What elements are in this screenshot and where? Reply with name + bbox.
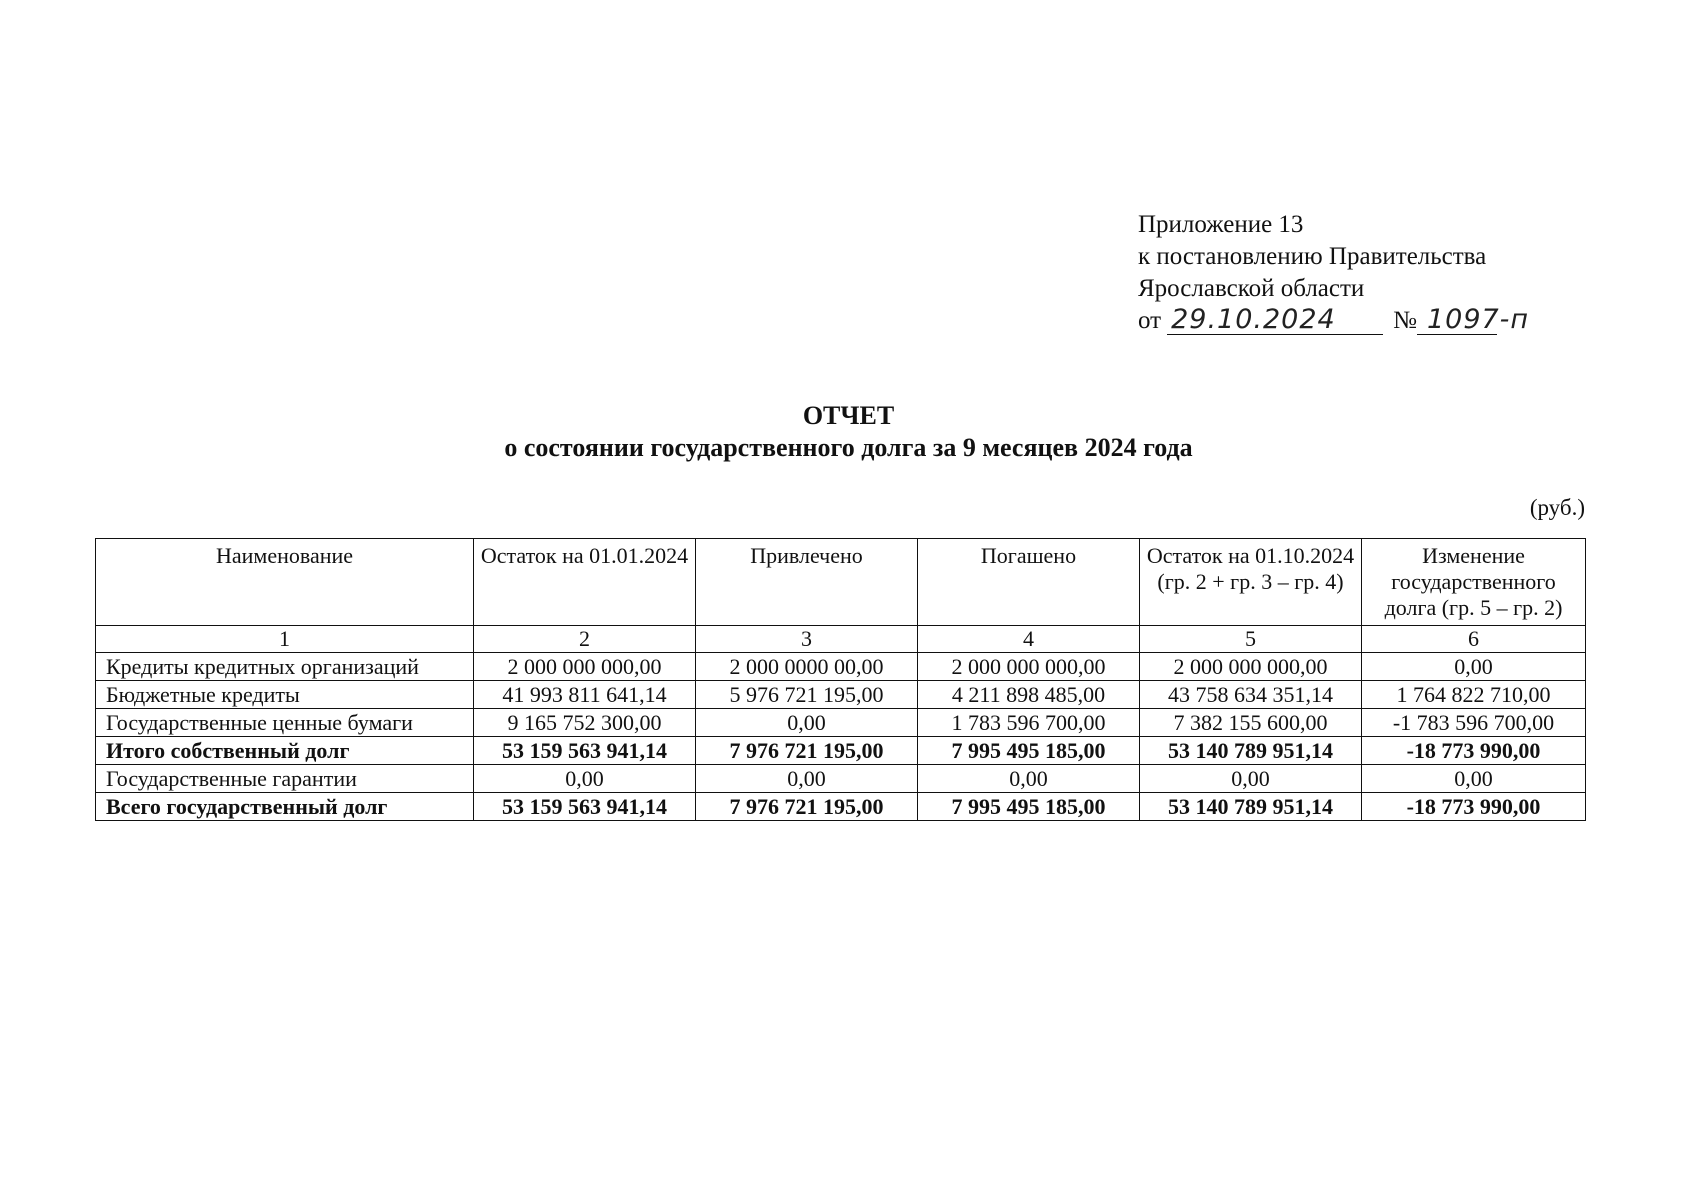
cell-value: 7 976 721 195,00 [696, 737, 918, 765]
cell-value: 0,00 [1362, 653, 1586, 681]
table-row [96, 709, 1586, 737]
cell-value: 53 159 563 941,14 [474, 737, 696, 765]
cell-value: 1 764 822 710,00 [1362, 681, 1586, 709]
column-number: 3 [696, 626, 918, 653]
cell-value: 2 000 000 000,00 [918, 653, 1140, 681]
column-number: 1 [96, 626, 474, 653]
header-repaid: Погашено [918, 539, 1140, 626]
header-balance-end: Остаток на 01.10.2024 (гр. 2 + гр. 3 – гр. 4) [1140, 539, 1362, 626]
cell-value: 4 211 898 485,00 [918, 681, 1140, 709]
appendix-line-2: к постановлению Правительства [1138, 243, 1487, 270]
cell-value: 0,00 [1140, 765, 1362, 793]
row-name: Итого собственный долг [96, 737, 474, 765]
header-name: Наименование [96, 539, 474, 626]
appendix-line-3: Ярославской области [1138, 275, 1365, 302]
table-row [96, 681, 1586, 709]
cell-value: -18 773 990,00 [1362, 737, 1586, 765]
column-number: 5 [1140, 626, 1362, 653]
cell-value: 7 995 495 185,00 [918, 793, 1140, 821]
cell-value: 0,00 [1362, 765, 1586, 793]
cell-value: -1 783 596 700,00 [1362, 709, 1586, 737]
table-row [96, 653, 1586, 681]
cell-value: 1 783 596 700,00 [918, 709, 1140, 737]
cell-value: 43 758 634 351,14 [1140, 681, 1362, 709]
column-number: 4 [918, 626, 1140, 653]
debt-table [95, 538, 1586, 821]
cell-value: 53 159 563 941,14 [474, 793, 696, 821]
cell-value: 7 976 721 195,00 [696, 793, 918, 821]
appendix-block [1138, 209, 1530, 337]
cell-value: 2 000 000 000,00 [474, 653, 696, 681]
header-change: Изменение государственного долга (гр. 5 – гр. 2) [1362, 539, 1586, 626]
row-name: Государственные ценные бумаги [96, 709, 474, 737]
cell-value: 53 140 789 951,14 [1140, 737, 1362, 765]
column-number: 2 [474, 626, 696, 653]
table-row [96, 765, 1586, 793]
row-name: Бюджетные кредиты [96, 681, 474, 709]
column-number: 6 [1362, 626, 1586, 653]
handwritten-date: 29.10.2024 [1167, 306, 1383, 335]
unit-label: (руб.) [1529, 495, 1585, 520]
table-header-row [96, 539, 1586, 626]
cell-value: 0,00 [918, 765, 1140, 793]
cell-value: 7 995 495 185,00 [918, 737, 1140, 765]
cell-value: 2 000 0000 00,00 [696, 653, 918, 681]
cell-value: 9 165 752 300,00 [474, 709, 696, 737]
cell-value: 41 993 811 641,14 [474, 681, 696, 709]
row-name: Кредиты кредитных организаций [96, 653, 474, 681]
cell-value: 0,00 [696, 709, 918, 737]
cell-value: 5 976 721 195,00 [696, 681, 918, 709]
report-heading: ОТЧЕТ [802, 401, 895, 430]
cell-value: 0,00 [696, 765, 918, 793]
row-name: Всего государственный долг [96, 793, 474, 821]
column-number-row [96, 626, 1586, 653]
number-label: № [1393, 307, 1417, 334]
handwritten-number: 1097-п [1426, 304, 1530, 335]
cell-value: 7 382 155 600,00 [1140, 709, 1362, 737]
cell-value: 53 140 789 951,14 [1140, 793, 1362, 821]
table-row-total [96, 793, 1586, 821]
table-row-subtotal [96, 737, 1586, 765]
appendix-line-1: Приложение 13 [1138, 211, 1304, 238]
report-subheading: о состоянии государственного долга за 9 месяцев 2024 года [504, 433, 1193, 462]
cell-value: -18 773 990,00 [1362, 793, 1586, 821]
cell-value: 0,00 [474, 765, 696, 793]
from-label: от [1138, 307, 1162, 334]
row-name: Государственные гарантии [96, 765, 474, 793]
cell-value: 2 000 000 000,00 [1140, 653, 1362, 681]
header-balance-start: Остаток на 01.01.2024 [474, 539, 696, 626]
header-raised: Привлечено [696, 539, 918, 626]
report-title [0, 400, 1697, 464]
appendix-date-line [1138, 304, 1530, 337]
